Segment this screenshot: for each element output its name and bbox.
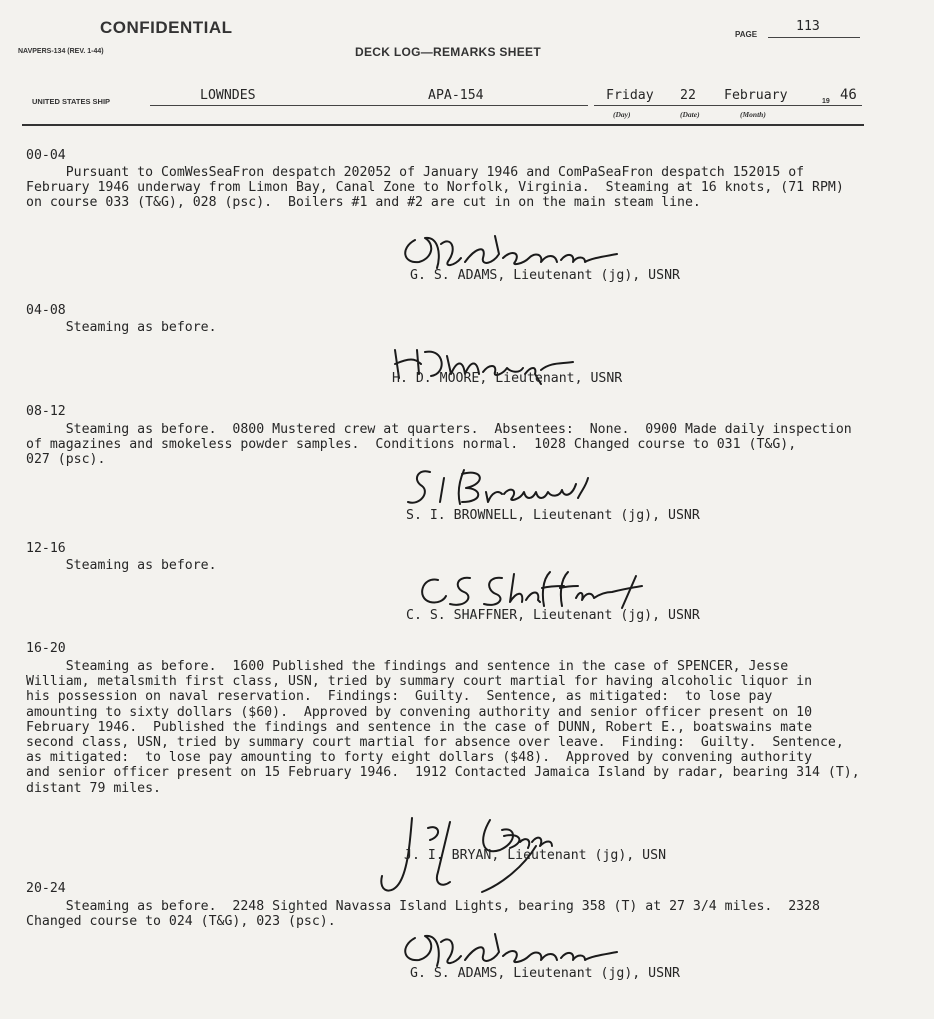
log-date: 22 <box>680 88 696 103</box>
page-label: PAGE <box>735 30 758 39</box>
officer-20-24: G. S. ADAMS, Lieutenant (jg), USNR <box>410 966 680 981</box>
officer-08-12: S. I. BROWNELL, Lieutenant (jg), USNR <box>406 508 700 523</box>
remarks-16-20: Steaming as before. 1600 Published the findings and sentence in the case of SPENCER, Jesse William, metalsmith first class, USN, tried by summary court martial for having alcoholic liquor in his possession on naval reservation. Findings: Guilty. Sentence, as mitigated: to lose pay amounting to sixty dollars ($60). Approved by convening authority and senior officer present on 10 February 1946. Published the findings and sentence in the case of DUNN, Robert E., boatswains mate second class, USN, tried by summary court martial for absence over leave. Finding: Guilty. Sentence, as mitigated: to lose pay amounting to forty eight dollars ($48). Approved by convening authority and senior officer present on 15 February 1946. 1912 Contacted Jamaica Island by radar, bearing 314 (T), distant 79 miles. <box>26 659 860 796</box>
hull-number: APA-154 <box>428 88 484 103</box>
officer-16-20: J. I. BRYAN, Lieutenant (jg), USN <box>404 848 667 863</box>
date-caption: (Date) <box>680 110 700 119</box>
header-rule <box>22 124 864 126</box>
classification-label: CONFIDENTIAL <box>100 18 233 37</box>
ship-label: UNITED STATES SHIP <box>32 97 111 106</box>
day-caption: (Day) <box>613 110 631 119</box>
watch-12-16: 12-16 <box>26 541 66 556</box>
remarks-12-16: Steaming as before. <box>26 558 217 573</box>
remarks-20-24: Steaming as before. 2248 Sighted Navassa Island Lights, bearing 358 (T) at 27 3/4 miles. 2328 Changed course to 024 (T&G), 023 (psc). <box>26 899 820 930</box>
signature-shaffner <box>410 568 660 612</box>
officer-04-08: H. D. MOORE, Lieutenant, USNR <box>392 371 623 386</box>
ship-line <box>150 105 588 106</box>
log-month: February <box>724 88 788 103</box>
year-suffix: 46 <box>840 87 857 103</box>
watch-08-12: 08-12 <box>26 404 66 419</box>
page-number-line <box>768 37 860 38</box>
remarks-00-04: Pursuant to ComWesSeaFron despatch 202052 of January 1946 and ComPaSeaFron despatch 152015 of February 1946 underway from Limon Bay, Canal Zone to Norfolk, Virginia. Steaming at 16 knots, (71 RPM) on course 033 (T&G), 028 (psc). Boilers #1 and #2 are cut in on the main steam line. <box>26 165 844 211</box>
watch-00-04: 00-04 <box>26 148 66 163</box>
remarks-04-08: Steaming as before. <box>26 320 217 335</box>
officer-12-16: C. S. SHAFFNER, Lieutenant (jg), USNR <box>406 608 700 623</box>
date-line <box>594 105 862 106</box>
watch-04-08: 04-08 <box>26 303 66 318</box>
remarks-08-12: Steaming as before. 0800 Mustered crew at quarters. Absentees: None. 0900 Made daily inspection of magazines and smokeless powder samples. Conditions normal. 1028 Changed course to 031 (T&G), 027 (psc). <box>26 422 852 468</box>
sheet-title: DECK LOG—REMARKS SHEET <box>355 45 541 59</box>
page-number: 113 <box>796 19 820 34</box>
form-number: NAVPERS-134 (REV. 1-44) <box>18 48 104 55</box>
watch-16-20: 16-20 <box>26 641 66 656</box>
month-caption: (Month) <box>740 110 766 119</box>
watch-20-24: 20-24 <box>26 881 66 896</box>
log-day: Friday <box>606 88 654 103</box>
officer-00-04: G. S. ADAMS, Lieutenant (jg), USNR <box>410 268 680 283</box>
signature-brownell <box>400 466 600 510</box>
year-prefix: 19 <box>822 98 830 105</box>
ship-name: LOWNDES <box>200 88 256 103</box>
